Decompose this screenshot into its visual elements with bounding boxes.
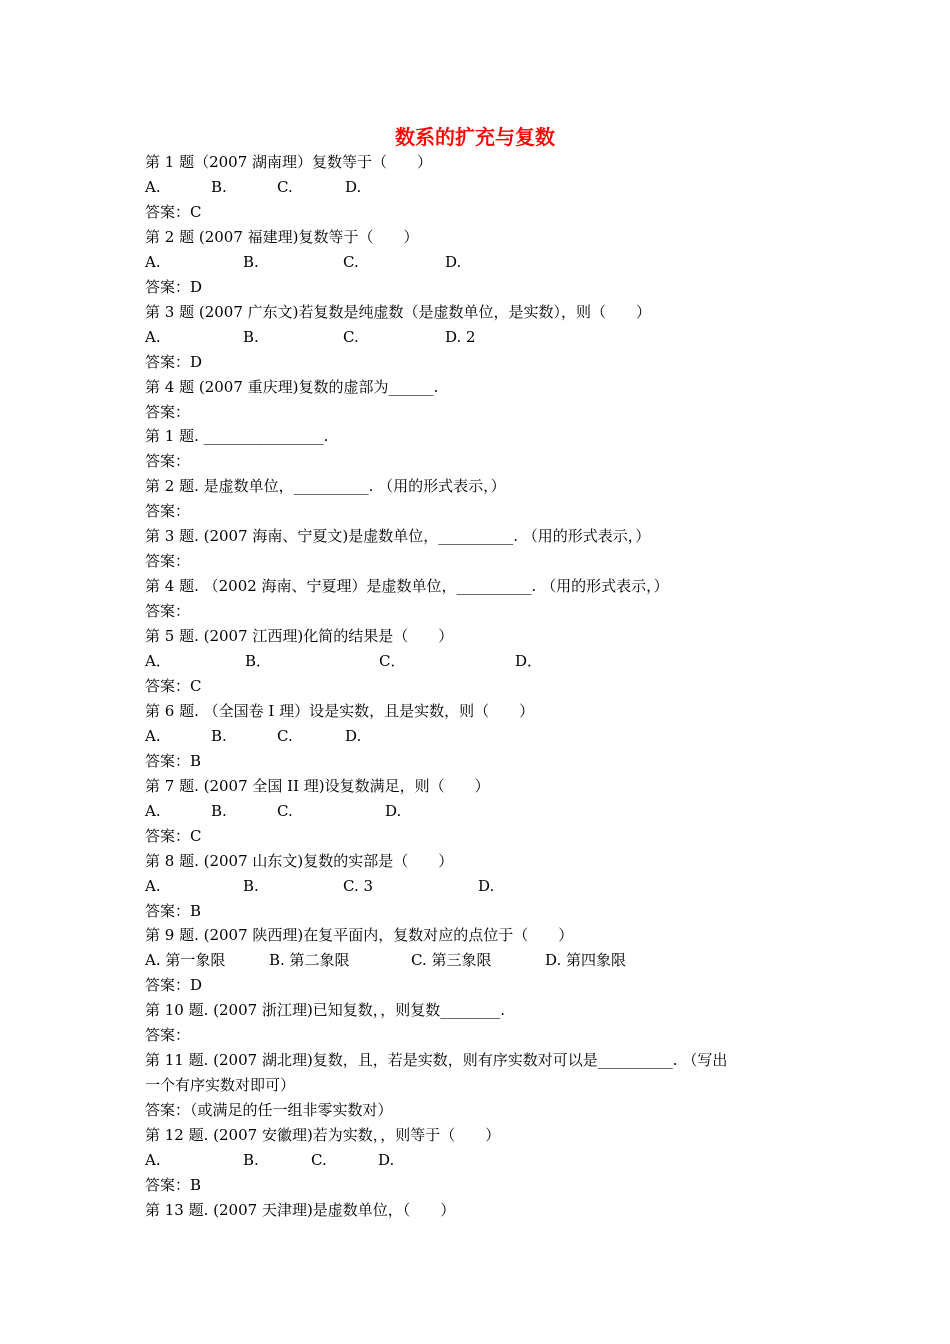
option-c: C. — [343, 327, 359, 346]
option-a: A. — [145, 1151, 161, 1169]
option-d: D. — [378, 1151, 395, 1169]
answer-line: 答案：D — [145, 976, 203, 995]
option-b: B. — [243, 1151, 259, 1169]
option-a: A. — [145, 252, 161, 271]
option-c: C. — [343, 252, 359, 271]
question-line: 第 4 题. （2002 海南、宁夏理）是虚数单位，__________. （用的形式表示，） — [145, 577, 669, 596]
option-a: A. 第一象限 — [145, 951, 226, 970]
page-title: 数系的扩充与复数 — [395, 125, 555, 149]
question-line: 第 8 题. (2007 山东文)复数的实部是（ ） — [145, 851, 454, 870]
question-line: 第 3 题. (2007 海南、宁夏文)是虚数单位，__________. （用的形式表示，） — [145, 527, 651, 546]
question-line: 第 13 题. (2007 天津理)是虚数单位，（ ） — [145, 1200, 456, 1219]
option-b: B. — [243, 252, 259, 271]
option-b: B. 第二象限 — [269, 951, 350, 970]
option-d: D. — [345, 726, 362, 745]
option-b: B. — [211, 726, 227, 745]
option-b: B. — [243, 327, 259, 346]
option-c: C． — [379, 652, 406, 670]
option-a: A. — [145, 177, 161, 196]
option-a: A． — [145, 652, 171, 670]
answer-line: 答案： — [145, 402, 191, 421]
answer-line: 答案：C — [145, 826, 202, 845]
option-a: A. — [145, 327, 161, 346]
question-line: 第 1 题（2007 湖南理）复数等于（ ） — [145, 153, 433, 171]
question-line: 第 3 题 (2007 广东文)若复数是纯虚数（是虚数单位，是实数），则（ ） — [145, 302, 651, 321]
answer-line: 答案： — [145, 502, 191, 521]
option-c: C. 3 — [343, 876, 374, 895]
option-a: A. — [145, 726, 161, 745]
answer-line: 答案：D — [145, 277, 203, 296]
question-line: 第 2 题 (2007 福建理)复数等于（ ） — [145, 227, 419, 246]
option-b: B． — [245, 652, 272, 670]
option-d: D． — [515, 652, 543, 670]
answer-line: 答案：D — [145, 352, 203, 371]
option-a: A. — [145, 801, 161, 820]
question-line: 一个有序实数对即可） — [145, 1076, 296, 1095]
question-line: 第 6 题. （全国卷 I 理）设是实数，且是实数，则（ ） — [145, 701, 535, 720]
question-line: 第 12 题. (2007 安徽理)若为实数，，则等于（ ） — [145, 1126, 501, 1145]
question-line: 第 4 题 (2007 重庆理)复数的虚部为______. — [145, 377, 439, 396]
question-line: 第 5 题. (2007 江西理)化简的结果是（ ） — [145, 627, 454, 646]
answer-line: 答案：（或满足的任一组非零实数对） — [145, 1101, 393, 1120]
option-a: A. — [145, 876, 161, 895]
option-c: C. — [277, 726, 293, 745]
option-b: B. — [211, 801, 227, 820]
answer-line: 答案：B — [145, 751, 202, 770]
question-line: 第 9 题. (2007 陕西理)在复平面内，复数对应的点位于（ ） — [145, 926, 574, 945]
question-line: 第 2 题. 是虚数单位，__________. （用的形式表示，） — [145, 477, 506, 496]
question-line: 第 10 题. (2007 浙江理)已知复数，，则复数________. — [145, 1001, 506, 1020]
question-line: 第 1 题. ________________. — [145, 427, 329, 446]
option-d: D. — [445, 252, 462, 271]
answer-line: 答案：B — [145, 1175, 202, 1194]
answer-line: 答案： — [145, 452, 191, 471]
option-d: D. — [478, 876, 495, 895]
option-d: D. 2 — [445, 327, 476, 346]
answer-line: 答案：C — [145, 676, 202, 695]
option-b: B. — [211, 177, 227, 196]
answer-line: 答案：B — [145, 901, 202, 920]
option-d: D. — [385, 801, 402, 820]
answer-line: 答案：C — [145, 202, 202, 221]
option-d: D. 第四象限 — [545, 951, 627, 970]
option-c: C. 第三象限 — [411, 951, 492, 970]
option-d: D. — [345, 177, 362, 196]
option-b: B. — [243, 876, 259, 895]
question-line: 第 11 题. (2007 湖北理)复数，且，若是实数，则有序实数对可以是__________. （写出 — [145, 1051, 728, 1070]
option-c: C. — [311, 1151, 327, 1169]
question-line: 第 7 题. (2007 全国 II 理)设复数满足，则（ ） — [145, 776, 490, 795]
option-c: C. — [277, 801, 293, 820]
answer-line: 答案： — [145, 1026, 191, 1045]
answer-line: 答案： — [145, 552, 191, 571]
option-c: C. — [277, 177, 293, 196]
answer-line: 答案： — [145, 602, 191, 621]
